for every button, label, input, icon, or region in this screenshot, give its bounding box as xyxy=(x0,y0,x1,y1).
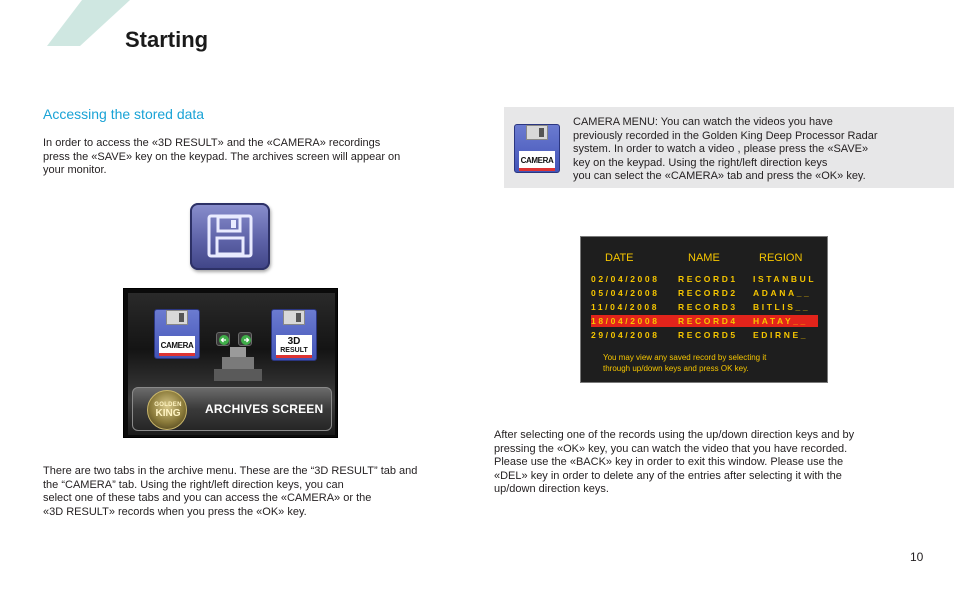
after-line: pressing the «OK» key, you can watch the video that you have recorded. xyxy=(494,442,848,455)
record-row[interactable] xyxy=(591,329,818,341)
page-number: 10 xyxy=(910,550,924,564)
region-column-header: REGION xyxy=(759,252,803,264)
tabs-line: «3D RESULT» records when you press the «OK» key. xyxy=(43,505,307,518)
date-column-header: DATE xyxy=(605,252,634,264)
record-date: 11/04/2008 xyxy=(591,302,660,312)
camera-menu-line: key on the keypad. Using the right/left direction keys xyxy=(573,156,828,169)
logo-text-top: GOLDEN xyxy=(154,402,182,408)
camera-icon-label: CAMERA xyxy=(520,156,554,165)
record-row[interactable] xyxy=(591,301,818,313)
after-line: Please use the «BACK» key in order to exit this window. Please use the xyxy=(494,456,844,468)
3d-result-tab-floppy-icon xyxy=(271,309,317,361)
record-region: ISTANBUL xyxy=(753,274,817,284)
record-region: EDIRNE_ xyxy=(753,330,809,340)
tabs-line: the “CAMERA” tab. Using the right/left direction keys, you can xyxy=(43,478,344,491)
record-name: RECORD1 xyxy=(678,274,738,284)
corner-accent-stripe xyxy=(0,0,140,50)
camera-menu-box xyxy=(504,107,954,188)
archives-screen-label: ARCHIVES SCREEN xyxy=(205,402,324,416)
after-line: up/down direction keys. xyxy=(494,483,609,495)
record-name: RECORD5 xyxy=(678,330,738,340)
record-note-line: You may view any saved record by selecting it xyxy=(603,353,767,362)
record-help-note xyxy=(603,352,766,374)
record-region: ADANA__ xyxy=(753,288,812,298)
record-row[interactable] xyxy=(591,273,818,285)
name-column-header: NAME xyxy=(688,252,720,264)
record-date: 02/04/2008 xyxy=(591,274,660,284)
intro-paragraph xyxy=(43,137,400,178)
after-line: «DEL» key in order to delete any of the entries after selecting it with the xyxy=(494,469,842,482)
archives-banner xyxy=(132,387,332,431)
after-selection-paragraph xyxy=(494,429,854,497)
camera-menu-line: system. In order to watch a video , please press the «SAVE» xyxy=(573,143,869,155)
record-row-selected[interactable] xyxy=(591,315,818,327)
tabs-paragraph xyxy=(43,465,417,519)
camera-menu-text xyxy=(573,116,878,184)
result-tab-label-bottom: RESULT xyxy=(280,347,308,354)
decorative-steps-graphic xyxy=(208,343,268,383)
record-name: RECORD2 xyxy=(678,288,738,298)
logo-text-bottom: KING xyxy=(155,408,181,419)
record-date: 18/04/2008 xyxy=(591,316,660,326)
camera-floppy-icon xyxy=(514,124,560,173)
record-date: 05/04/2008 xyxy=(591,288,660,298)
record-date: 29/04/2008 xyxy=(591,330,660,340)
tabs-line: There are two tabs in the archive menu. These are the “3D RESULT” tab and xyxy=(43,465,418,477)
floppy-save-icon xyxy=(207,214,253,258)
archives-screen-image xyxy=(123,288,338,438)
intro-line: press the «SAVE» key on the keypad. The archives screen will appear on xyxy=(43,150,401,163)
intro-line: your monitor. xyxy=(43,164,107,176)
section-heading: Accessing the stored data xyxy=(43,106,205,122)
camera-tab-label: CAMERA xyxy=(160,341,194,350)
record-name: RECORD4 xyxy=(678,316,738,326)
record-note-line: through up/down keys and press OK key. xyxy=(603,364,749,373)
record-name: RECORD3 xyxy=(678,302,738,312)
record-list-screen xyxy=(580,236,828,383)
golden-king-logo xyxy=(147,390,187,430)
camera-tab-floppy-icon xyxy=(154,309,200,359)
record-region: BITLIS__ xyxy=(753,302,811,312)
archives-screen-display xyxy=(128,293,335,435)
camera-menu-line: previously recorded in the Golden King Deep Processor Radar xyxy=(573,129,878,142)
camera-menu-line: CAMERA MENU: You can watch the videos you have xyxy=(573,116,833,128)
save-key-image xyxy=(190,203,270,270)
page-title: Starting xyxy=(125,27,209,52)
after-line: After selecting one of the records using the up/down direction keys and by xyxy=(494,429,855,441)
record-region: HATAY__ xyxy=(753,316,808,326)
result-tab-label-top: 3D xyxy=(287,336,301,347)
camera-menu-line: you can select the «CAMERA» tab and press the «OK» key. xyxy=(573,170,866,182)
intro-line: In order to access the «3D RESULT» and the «CAMERA» recordings xyxy=(43,137,381,149)
record-row[interactable] xyxy=(591,287,818,299)
tabs-line: select one of these tabs and you can access the «CAMERA» or the xyxy=(43,492,372,504)
